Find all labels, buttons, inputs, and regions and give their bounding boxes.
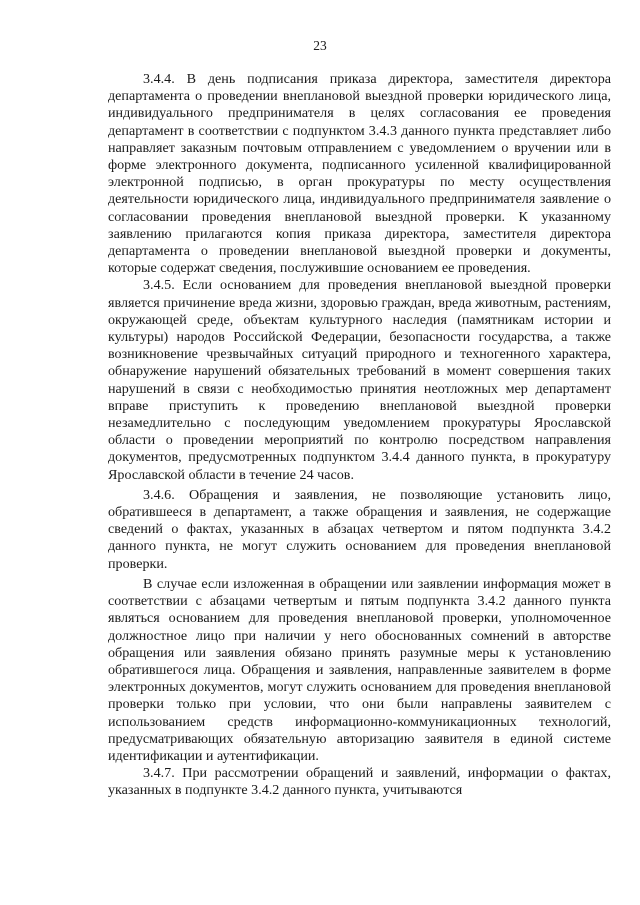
paragraph-3-4-5: 3.4.5. Если основанием для проведения внеплановой выездной проверки является причинение вреда жизни, здоровью граждан, вреда животным, растениям, окружающей среде, объектам культурного наследия (памятникам истории и культуры) народов Российской Федерации, безопасности государства, а также возникновение чрезвычайных ситуаций природного и техногенного характера, обнаружение нарушений обязательных требований в момент совершения таких нарушений в связи с необходимостью принятия неотложных мер департамент вправе приступить к проведению внеплановой выездной проверки незамедлительно с последующим уведомлением прокуратуры Ярославской области о проведении мероприятий по контролю посредством направления документов, предусмотренных подпунктом 3.4.4 данного пункта, в прокуратуру Ярославской области в течение 24 часов. <box>108 277 611 483</box>
document-body <box>108 71 611 800</box>
paragraph-3-4-6: 3.4.6. Обращения и заявления, не позволяющие установить лицо, обратившееся в департамент, а также обращения и заявления, не содержащие сведений о фактах, указанных в абзацах четвертом и пятом подпункта 3.4.2 данного пункта, не могут служить основанием для проведения внеплановой проверки. <box>108 486 611 572</box>
page-number: 23 <box>313 38 327 53</box>
paragraph-3-4-4: 3.4.4. В день подписания приказа директора, заместителя директора департамента о проведении внеплановой выездной проверки юридического лица, индивидуального предпринимателя в целях согласования ее проведения департамент в соответствии с подпунктом 3.4.3 данного пункта представляет либо направляет заказным почтовым отправлением с уведомлением о вручении или в форме электронного документа, подписанного усиленной квалифицированной электронной подписью, в орган прокуратуры по месту осуществления деятельности юридического лица, индивидуального предпринимателя заявление о согласовании проведения внеплановой выездной проверки. К указанному заявлению прилагаются копия приказа директора, заместителя директора департамента о проведении внеплановой выездной проверки и документы, которые содержат сведения, послужившие основанием ее проведения. <box>108 71 611 277</box>
paragraph-3-4-7: 3.4.7. При рассмотрении обращений и заявлений, информации о фактах, указанных в подпункте 3.4.2 данного пункта, учитываются <box>108 765 611 799</box>
paragraph-3-4-6-continuation: В случае если изложенная в обращении или заявлении информация может в соответствии с абзацами четвертым и пятым подпункта 3.4.2 данного пункта являться основанием для проведения внеплановой проверки, уполномоченное должностное лицо при наличии у него обоснованных сомнений в авторстве обращения или заявления обязано принять разумные меры к установлению обратившегося лица. Обращения и заявления, направленные заявителем в форме электронных документов, могут служить основанием для проведения внеплановой проверки только при условии, что они были направлены заявителем с использованием средств информационно-коммуникационных технологий, предусматривающих обязательную авторизацию заявителя в единой системе идентификации и аутентификации. <box>108 575 611 764</box>
